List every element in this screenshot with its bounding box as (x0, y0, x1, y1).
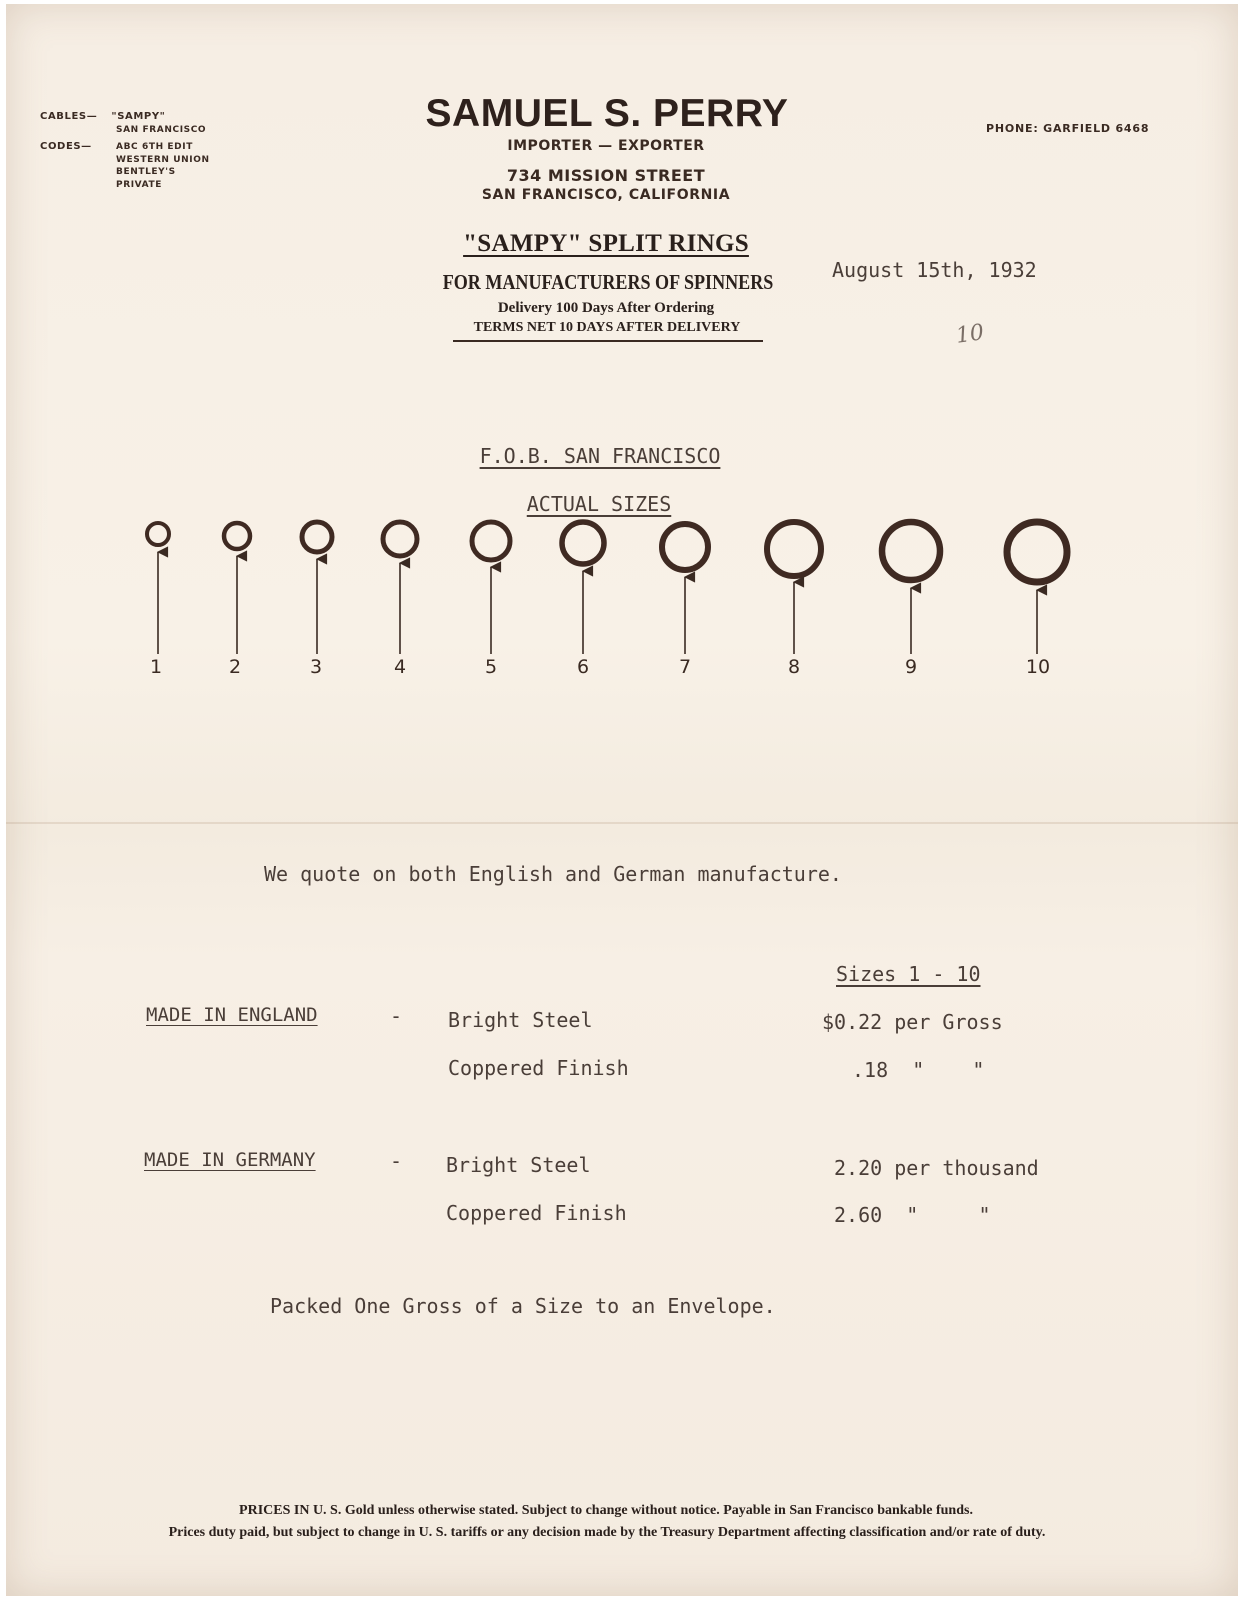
ring-6 (562, 522, 604, 654)
product-terms: TERMS NET 10 DAYS AFTER DELIVERY (473, 320, 741, 335)
sizes-header: Sizes 1 - 10 (836, 962, 981, 986)
ring-4 (383, 522, 417, 654)
codes-line: ABC 6TH EDIT (116, 142, 193, 152)
ring-label-8: 8 (787, 656, 801, 678)
ring-label-6: 6 (576, 656, 590, 678)
paper-fold (6, 822, 1238, 824)
ring-label-3: 3 (309, 656, 323, 678)
codes-label: CODES— (40, 141, 92, 152)
codes-line: WESTERN UNION (116, 154, 210, 165)
fob-heading: F.O.B. SAN FRANCISCO (479, 444, 721, 468)
phone-number: PHONE: GARFIELD 6468 (986, 122, 1150, 135)
packed-line: Packed One Gross of a Size to an Envelope. (270, 1294, 776, 1318)
ring-label-5: 5 (484, 656, 498, 678)
ring-2 (224, 523, 250, 654)
ring-label-7: 7 (678, 656, 692, 678)
company-subtitle: IMPORTER — EXPORTER (507, 138, 705, 154)
ring-3 (302, 522, 332, 654)
ring-label-9: 9 (904, 656, 918, 678)
ring-label-4: 4 (393, 656, 407, 678)
england-item: Coppered Finish (448, 1056, 629, 1080)
germany-item: Bright Steel (446, 1153, 591, 1177)
company-name: SAMUEL S. PERRY (425, 92, 789, 135)
germany-price: 2.20 per thousand (834, 1156, 1039, 1180)
cables-city: SAN FRANCISCO (116, 125, 207, 135)
ring-5 (472, 522, 510, 654)
cables-label: CABLES— (40, 111, 98, 122)
germany-dash: - (390, 1149, 403, 1173)
ring-label-1: 1 (149, 656, 163, 678)
company-city: SAN FRANCISCO, CALIFORNIA (481, 187, 731, 203)
ring-10 (1007, 522, 1067, 654)
ring-8 (767, 522, 821, 654)
england-label: MADE IN ENGLAND (146, 1004, 318, 1026)
product-delivery: Delivery 100 Days After Ordering (497, 300, 715, 316)
england-dash: - (390, 1004, 403, 1028)
cables-value: "SAMPY" (111, 111, 166, 122)
germany-label: MADE IN GERMANY (144, 1149, 316, 1171)
actual-sizes-heading: ACTUAL SIZES (526, 492, 672, 516)
ring-label-10: 10 (1025, 656, 1051, 678)
ring-9 (882, 522, 940, 654)
ring-7 (662, 524, 708, 654)
england-price: $0.22 per Gross (822, 1010, 1003, 1034)
ring-size-diagram (6, 4, 1238, 704)
germany-price: 2.60 " " (834, 1203, 991, 1227)
handwritten-note: 10 (954, 320, 986, 349)
codes-line: PRIVATE (116, 179, 162, 190)
codes-line: BENTLEY'S (116, 167, 176, 177)
england-item: Bright Steel (448, 1008, 593, 1032)
ring-label-2: 2 (228, 656, 242, 678)
footer-line-2: Prices duty paid, but subject to change in U. S. tariffs or any decision made by the Treasury Department affecting classification and/or rate of duty. (168, 1525, 1046, 1540)
quote-line: We quote on both English and German manufacture. (264, 862, 842, 886)
company-street: 734 MISSION STREET (506, 166, 706, 185)
germany-item: Coppered Finish (446, 1201, 627, 1225)
england-price: .18 " " (852, 1058, 985, 1082)
letter-date: August 15th, 1932 (832, 258, 1037, 282)
letter-page (6, 4, 1238, 1596)
product-title: "SAMPY" SPLIT RINGS (463, 230, 749, 257)
product-line2: FOR MANUFACTURERS OF SPINNERS (442, 270, 774, 294)
footer-line-1: PRICES IN U. S. Gold unless otherwise stated. Subject to change without notice. Payable in San Francisco bankable funds. (239, 1503, 973, 1518)
ring-1 (147, 523, 169, 654)
